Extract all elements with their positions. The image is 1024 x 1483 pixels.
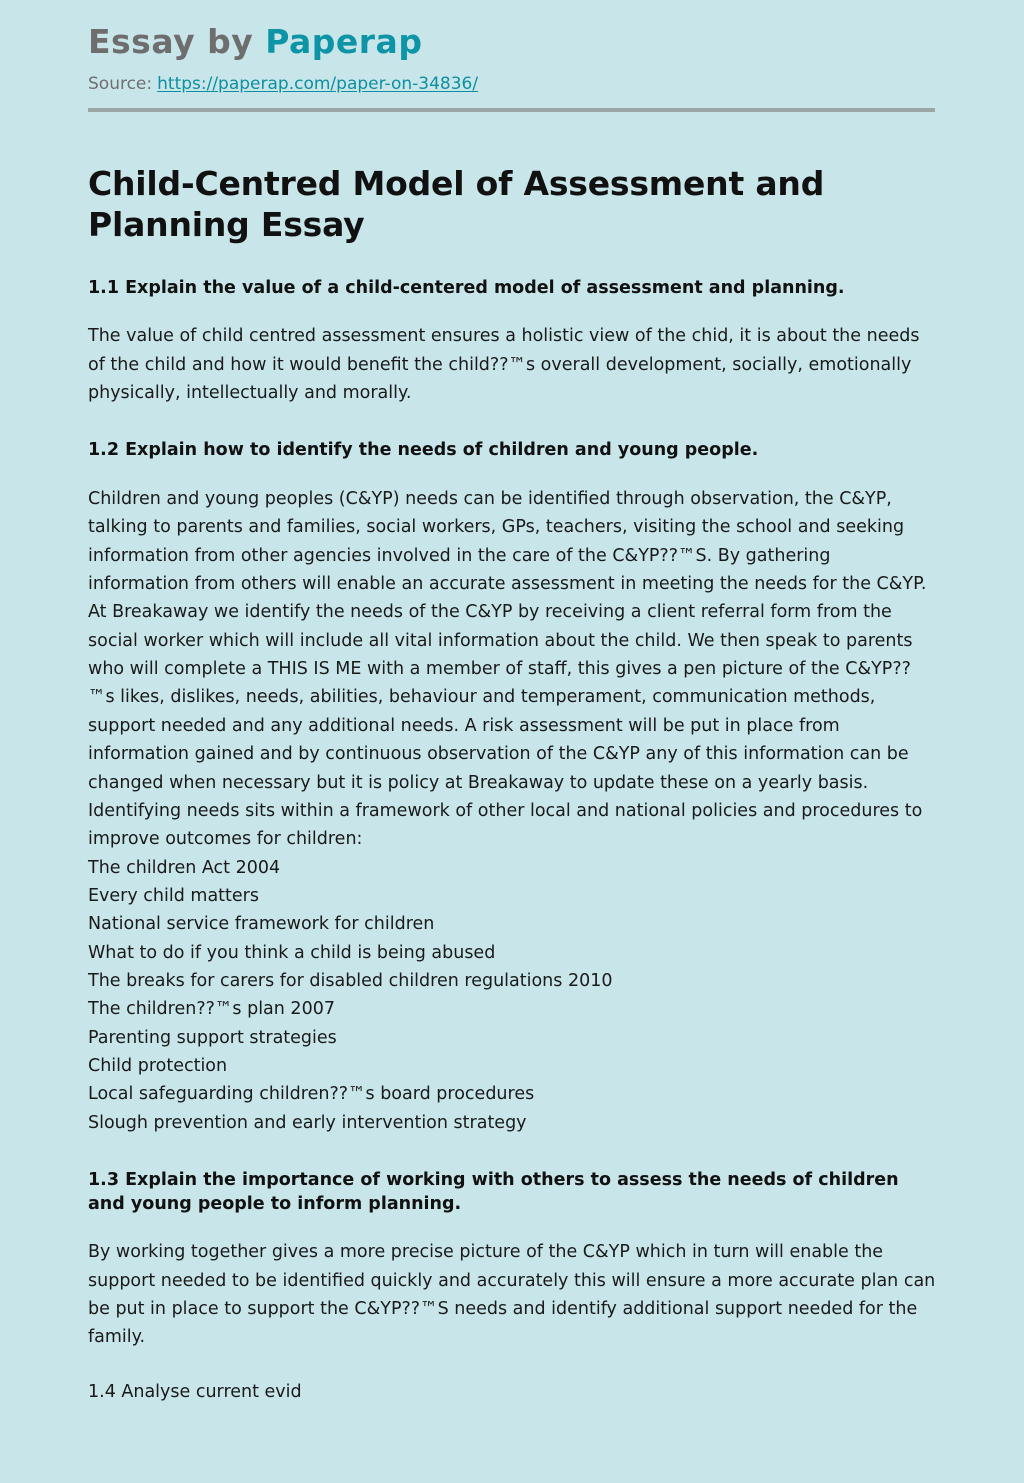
site-header <box>0 0 1024 112</box>
source-line <box>88 74 936 94</box>
truncated-trailing-text: 1.4 Analyse current evid <box>88 1381 302 1402</box>
section-paragraph-1-1: The value of child centred assessment ensures a holistic view of the chid, it is about the needs of the child and how it would benefit the child??™s overall development, socially, emotionally physically, intellectually and morally. <box>88 326 920 404</box>
list-item: Local safeguarding children??™s board procedures <box>88 1084 535 1105</box>
essay-article <box>0 164 1024 1406</box>
list-item: The children Act 2004 <box>88 857 281 878</box>
section-heading-1-3: 1.3 Explain the importance of working with others to assess the needs of children and young people to inform planning. <box>88 1169 899 1214</box>
section-heading-1-2: 1.2 Explain how to identify the needs of children and young people. <box>88 440 759 461</box>
brand-name-text: Paperap <box>265 22 423 61</box>
header-divider <box>88 108 935 112</box>
list-item: Child protection <box>88 1055 228 1076</box>
list-item: What to do if you think a child is being abused <box>88 942 496 963</box>
policy-list <box>88 854 936 1137</box>
list-item: Every child matters <box>88 885 259 906</box>
section-paragraph-1-3: By working together gives a more precise picture of the C&YP which in turn will enable the support needed to be identified quickly and accurately this will ensure a more accurate plan can be put in place to support the C&YP??™S needs and identify additional support needed for the family. <box>88 1242 936 1348</box>
section-heading-1-1: 1.1 Explain the value of a child-centered model of assessment and planning. <box>88 277 845 298</box>
list-item: The breaks for carers for disabled children regulations 2010 <box>88 970 613 991</box>
list-item: National service framework for children <box>88 914 435 935</box>
list-item: Slough prevention and early intervention strategy <box>88 1112 527 1133</box>
source-label: Source: <box>88 74 153 95</box>
site-brand <box>88 24 936 60</box>
page-title: Child-Centred Model of Assessment and Planning Essay <box>88 164 825 244</box>
section-paragraph-1-2: Children and young peoples (C&YP) needs can be identified through observation, the C&YP, talking to parents and families, social workers, GPs, teachers, visiting the school and seeking information from other agencies involved in the care of the C&YP??™S. By gathering information from others will enable an accurate assessment in meeting the needs for the C&YP. At Breakaway we identify the needs of the C&YP by receiving a client referral form from the social worker which will include all vital information about the child. We then speak to parents who will complete a THIS IS ME with a member of staff, this gives a pen picture of the C&YP??™s likes, dislikes, needs, abilities, behaviour and temperament, communication methods, support needed and any additional needs. A risk assessment will be put in place from information gained and by continuous observation of the C&YP any of this information can be changed when necessary but it is policy at Breakaway to update these on a yearly basis. Identifying needs sits within a framework of other local and national policies and procedures to improve outcomes for children: <box>88 489 927 850</box>
list-item: The children??™s plan 2007 <box>88 999 335 1020</box>
list-item: Parenting support strategies <box>88 1027 337 1048</box>
brand-prefix-text: Essay by <box>88 22 266 61</box>
source-url-link[interactable]: https://paperap.com/paper-on-34836/ <box>157 74 479 95</box>
